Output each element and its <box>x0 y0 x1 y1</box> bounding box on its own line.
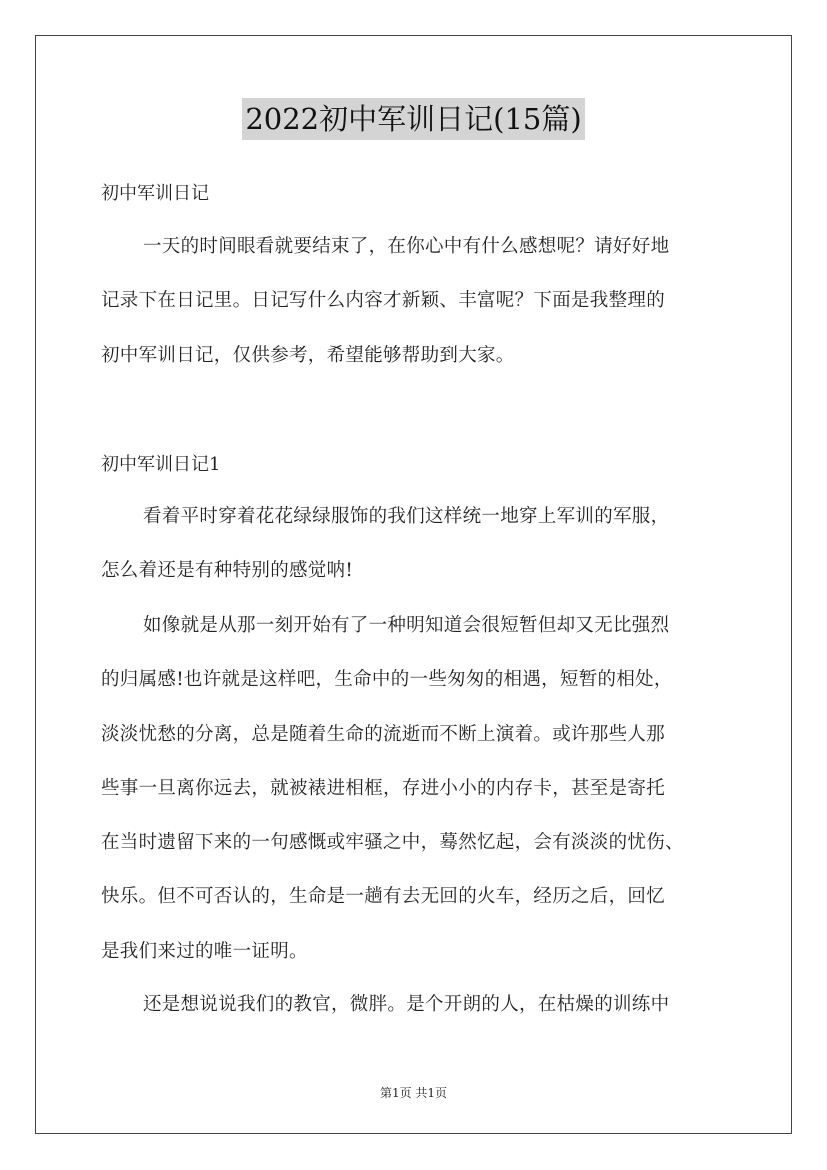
paragraph-line: 淡淡忧愁的分离，总是随着生命的流逝而不断上演着。或许那些人那 <box>101 723 666 745</box>
paragraph-2 <box>101 599 729 979</box>
paragraph-line: 初中军训日记，仅供参考，希望能够帮助到大家。 <box>101 344 515 366</box>
section-heading: 初中军训日记1 <box>101 454 221 475</box>
paragraph-line: 的归属感!也许就是这样吧，生命中的一些匆匆的相遇，短暂的相处， <box>101 669 673 691</box>
paragraph-line: 在当时遗留下来的一句感慨或牢骚之中，蓦然忆起，会有淡淡的忧伤、 <box>101 832 684 854</box>
intro-heading: 初中军训日记 <box>101 183 209 204</box>
paragraph-line: 记录下在日记里。日记写什么内容才新颖、丰富呢？下面是我整理的 <box>101 290 666 312</box>
paragraph-line: 怎么着还是有种特别的感觉呐! <box>101 560 354 582</box>
page-footer: 第1页 共1页 <box>379 1086 448 1100</box>
paragraph-1 <box>101 490 729 599</box>
intro-paragraph <box>101 220 729 383</box>
paragraph-line: 还是想说说我们的教官，微胖。是个开朗的人，在枯燥的训练中 <box>143 994 670 1015</box>
paragraph-line: 些事一旦离你远去，就被裱进相框，存进小小的内存卡，甚至是寄托 <box>101 777 666 799</box>
paragraph-line: 如像就是从那一刻开始有了一种明知道会很短暂但却又无比强烈 <box>143 615 670 636</box>
paragraph-3 <box>101 978 729 1032</box>
paragraph-line: 是我们来过的唯一证明。 <box>101 940 308 962</box>
paragraph-line: 快乐。但不可否认的，生命是一趟有去无回的火车，经历之后，回忆 <box>101 886 666 908</box>
paragraph-line: 看着平时穿着花花绿绿服饰的我们这样统一地穿上军训的军服， <box>143 506 670 527</box>
document-title: 2022初中军训日记(15篇) <box>242 98 584 140</box>
title-wrap <box>0 98 827 140</box>
paragraph-line: 一天的时间眼看就要结束了，在你心中有什么感想呢？请好好地 <box>143 236 670 257</box>
